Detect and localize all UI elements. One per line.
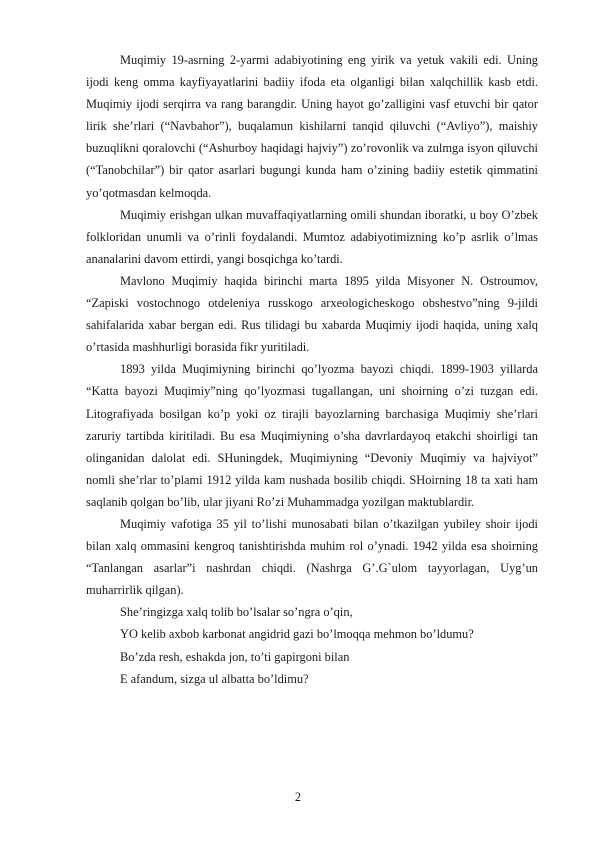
verse-line: Bo’zda resh, eshakda jon, to’ti gapirgoni bilan <box>120 649 350 664</box>
verse-line: YO kelib axbob karbonat angidrid gazi bo’lmoqqa mehmon bo’ldumu? <box>120 627 474 642</box>
paragraph-jubilee: Muqimiy vafotiga 35 yil to’lishi munosabati bilan o’tkazilgan yubiley shoir ijodi bilan xalq ommasini kengroq tanishtirishda muhim rol o’ynadi. 1942 yilda esa shoirning “Tanlangan asarlar”i nashrdan chiqdi. (Nashrga G’.G`ulom tayyorlagan, Uyg’un muharrirlik qilgan). <box>86 516 538 598</box>
verse-line: E afandum, sizga ul albatta bo’ldimu? <box>120 671 309 686</box>
paragraph-intro: Muqimiy 19-asrning 2-yarmi adabiyotining eng yirik va yetuk vakili edi. Uning ijodi keng omma kayfiyayatlarini badiiy ifoda eta olganligi bilan xalqchillik kasb etdi. Muqimiy ijodi serqirra va rang barangdir. Uning hayot go’zalligini vasf etuvchi bir qator lirik she’rlari (“Navbahor”), buqalamun kishilarni tanqid qiluvchi (“Avliyo”), maishiy buzuqlikni qoralovchi (“Ashurboy haqidagi hajviy”) zo’rovonlik va zulmga isyon qiluvchi (“Tanobchilar”) bir qator asarlari bugungi kunda ham o’zining badiiy estetik qimmatini yo’qotmasdan kelmoqda. <box>86 53 538 200</box>
paragraph-success: Muqimiy erishgan ulkan muvaffaqiyatlarning omili shundan iboratki, u boy O’zbek folkloridan unumli va o’rinli foydalandi. Mumtoz adabiyotimizning ko’p asrlik o’lmas ananalarini davom ettirdi, yangi bosqichga ko’tardi. <box>86 207 538 266</box>
paragraph-bayoz: 1893 yilda Muqimiyning birinchi qo’lyozma bayozi chiqdi. 1899-1903 yillarda “Katta bayozi Muqimiy”ning qo’lyozmasi tugallangan, uni shoirning o’zi tuzgan edi. Litografiyada bosilgan ko’p yoki oz tirajli bayozlarning barchasiga Muqimiy she’rlari zaruriy tartibda kiritiladi. Bu esa Muqimiyning o’sha davrlardayoq etakchi shoirligi tan olinganidan dalolat edi. SHuningdek, Muqimiyning “Devoniy Muqimiy va hajviyot” nomli she’rlar to’plami 1912 yilda kam nushada bosilib chiqdi. SHoirning 18 ta xati ham saqlanib qolgan bo’lib, ular jiyani Ro’zi Muhammadga yozilgan maktublardir. <box>86 362 538 509</box>
page-number: 2 <box>294 790 302 804</box>
verse-block <box>86 601 538 689</box>
verse-line: She’ringizga xalq tolib bo’lsalar so’ngra o’qin, <box>120 605 353 620</box>
paragraph-ostroumov: Mavlono Muqimiy haqida birinchi marta 1895 yilda Misyoner N. Ostroumov, “Zapiski vostochnogo otdeleniya russkogo arxeologicheskogo obshestvo”ning 9-jildi sahifalarida xabar bergan edi. Rus tilidagi bu xabarda Muqimiy ijodi haqida, uning xalq o’rtasida mashhurligi borasida fikr yuritiladi. <box>86 273 538 355</box>
